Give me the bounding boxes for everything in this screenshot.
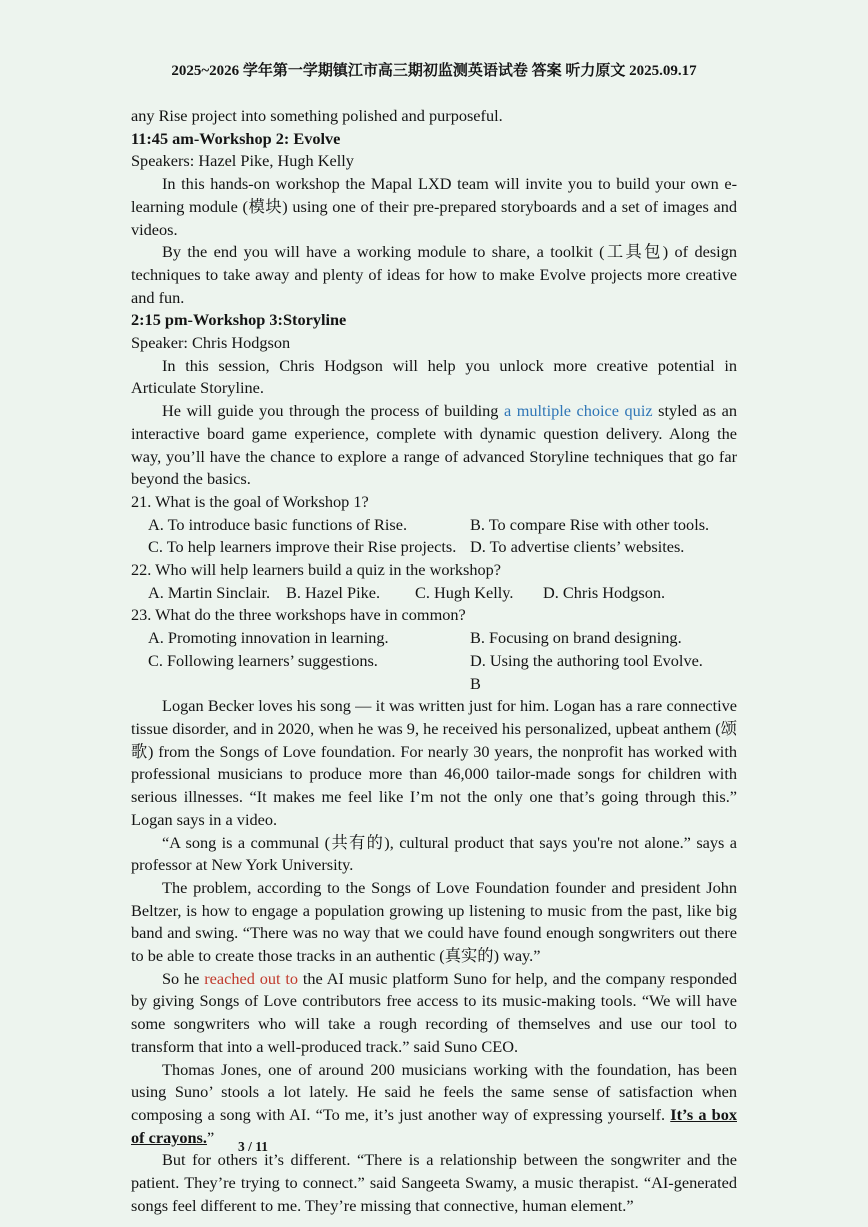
paragraph-communal: “A song is a communal (共有的), cultural product that says you're not alone.” says a professor at New York University. bbox=[131, 832, 737, 875]
question-22-option-d: D. Chris Hodgson. bbox=[543, 582, 666, 602]
paragraph-logan: Logan Becker loves his song — it was written just for him. Logan has a rare connective tissue disorder, and in 2020, when he was 9, he received his personalized, upbeat anthem (颂歌) from the Songs of Love foundation. For nearly 30 years, the nonprofit has worked with professional musicians to produce more than 46,000 tailor-made songs for children with serious illnesses. “It makes me feel like I’m not the only one that’s going through this.” Logan says in a video. bbox=[131, 696, 737, 829]
paragraph-guide-post: styled as an interactive board game experience, complete with dynamic question delivery. Along the way, you’ll have the chance to explore a range of advanced Storyline techniques that go far beyond the basics. bbox=[131, 401, 738, 489]
question-22-options-row bbox=[131, 582, 737, 605]
question-23-stem: 23. What do the three workshops have in common? bbox=[131, 605, 466, 625]
question-22-option-b: B. Hazel Pike. bbox=[286, 582, 381, 602]
question-21-options-row-1 bbox=[131, 514, 737, 537]
document-title: 2025~2026 学年第一学期镇江市高三期初监测英语试卷 答案 听力原文 2025.09.17 bbox=[171, 63, 697, 79]
reached-out-to-highlight: reached out to bbox=[204, 968, 299, 988]
multiple-choice-quiz-link[interactable]: a multiple choice quiz bbox=[503, 401, 653, 421]
question-22-option-c: C. Hugh Kelly. bbox=[415, 582, 514, 602]
question-21-option-b: B. To compare Rise with other tools. bbox=[470, 514, 710, 534]
question-21-option-c: C. To help learners improve their Rise projects. bbox=[148, 537, 457, 557]
question-22-stem: 22. Who will help learners build a quiz in the workshop? bbox=[131, 560, 502, 580]
question-22-option-a: A. Martin Sinclair. bbox=[148, 582, 271, 602]
paragraph-continuation: any Rise project into something polished and purposeful. bbox=[131, 106, 503, 125]
paragraph-suno-pre: So he bbox=[162, 968, 205, 988]
speaker-workshop-3: Speaker: Chris Hodgson bbox=[131, 333, 291, 353]
question-23-option-c: C. Following learners’ suggestions. bbox=[148, 650, 378, 670]
paragraph-hands-on: In this hands-on workshop the Mapal LXD team will invite you to build your own e-learning module (模块) using one of their pre-prepared storyboards and a set of images and videos. bbox=[131, 174, 737, 239]
paragraph-thomas-post: ” bbox=[206, 1127, 215, 1147]
question-23-options-row-2 bbox=[131, 650, 737, 673]
question-21-option-d: D. To advertise clients’ websites. bbox=[470, 537, 685, 557]
page-number: 3 / 11 bbox=[238, 1139, 269, 1154]
paragraph-suno-post: the AI music platform Suno for help, and the company responded by giving Songs of Love contributors free access to its music-making tools. “We will have some songwriters who will take a rough recording of themselves and use our tool to transform that into a well-produced track.” said Suno CEO. bbox=[131, 968, 738, 1056]
paragraph-by-the-end: By the end you will have a working module to share, a toolkit (工具包) of design techniques to take away and plenty of ideas for how to make Evolve projects more creative and fun. bbox=[131, 242, 737, 307]
paragraph-guide bbox=[131, 400, 737, 491]
paragraph-others: But for others it’s different. “There is a relationship between the songwriter and the patient. They’re trying to connect.” said Sangeeta Swamy, a music therapist. “AI-generated songs feel different to me. They’re missing that connective, human element.” bbox=[131, 1150, 737, 1215]
speakers-workshop-2: Speakers: Hazel Pike, Hugh Kelly bbox=[131, 151, 354, 171]
heading-workshop-2: 11:45 am-Workshop 2: Evolve bbox=[131, 128, 341, 148]
paragraph-thomas-pre: Thomas Jones, one of around 200 musicians working with the foundation, has been using Suno’ stools a lot lately. He said he feels the same sense of satisfaction when composing a song with AI. “To me, it’s just another way of expressing yourself. bbox=[131, 1059, 737, 1124]
question-21-option-a: A. To introduce basic functions of Rise. bbox=[148, 514, 408, 534]
heading-workshop-3: 2:15 pm-Workshop 3:Storyline bbox=[131, 310, 347, 330]
paragraph-thomas bbox=[131, 1059, 737, 1150]
question-23-option-b: B. Focusing on brand designing. bbox=[470, 628, 682, 648]
paragraph-session: In this session, Chris Hodgson will help you unlock more creative potential in Articulate Storyline. bbox=[131, 355, 737, 398]
box-of-crayons-highlight: It’s a box of crayons. bbox=[131, 1104, 737, 1147]
paragraph-suno bbox=[131, 968, 737, 1059]
question-23-option-a: A. Promoting innovation in learning. bbox=[148, 628, 389, 648]
paragraph-guide-pre: He will guide you through the process of building bbox=[162, 401, 504, 421]
question-23-options-row-1 bbox=[131, 627, 737, 650]
question-21-options-row-2 bbox=[131, 536, 737, 559]
paragraph-problem: The problem, according to the Songs of Love Foundation founder and president John Beltzer, is how to engage a population growing up listening to music from the past, like big band and swing. “There was no way that we could have found enough songwriters out there to be able to create those tracks in an authentic (真实的) way.” bbox=[131, 877, 737, 966]
question-21-stem: 21. What is the goal of Workshop 1? bbox=[131, 491, 369, 511]
section-b-label: B bbox=[470, 673, 481, 693]
question-23-option-d: D. Using the authoring tool Evolve. bbox=[470, 650, 703, 670]
document-body bbox=[131, 105, 737, 1217]
